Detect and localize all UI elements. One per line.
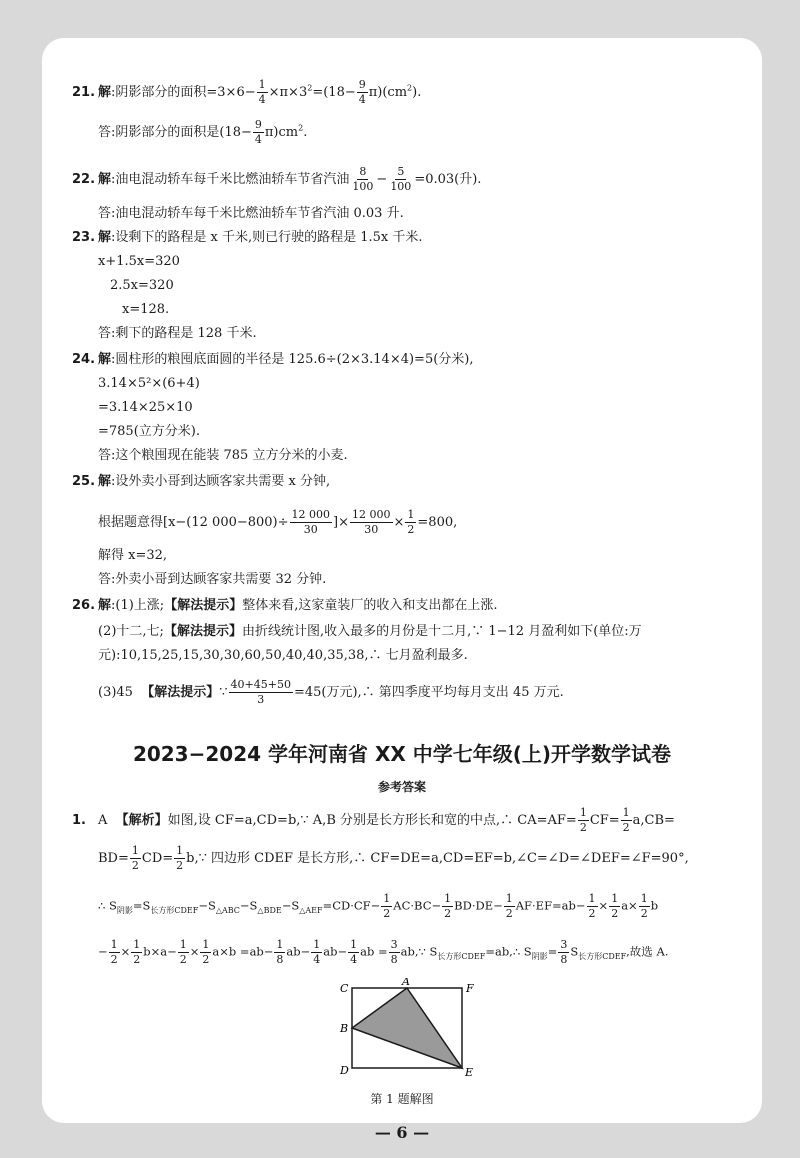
q21-ans-post: π)cm xyxy=(264,125,299,140)
q21-sup2: 2 xyxy=(407,83,413,93)
q24-answer: 答:这个粮囤现在能装 785 立方分米的小麦. xyxy=(98,448,348,463)
q1-l3s5: △AEF xyxy=(299,905,323,915)
q25-line xyxy=(72,472,330,492)
q1-l4b: × xyxy=(120,944,131,959)
q24-eq2: =3.14×25×10 xyxy=(98,400,193,415)
q26-hint1: 【解法提示】 xyxy=(164,598,243,613)
page-number: — 6 — xyxy=(374,1123,430,1142)
q21-frac1: $\frac{1}{4}$ xyxy=(258,78,266,106)
q24-text: :圆柱形的粮囤底面圆的半径是 125.6÷(2×3.14×4)=5(分米), xyxy=(111,352,474,367)
q1-l4e: a×b =ab− xyxy=(212,944,274,959)
q1-l4g: ab− xyxy=(323,944,348,959)
q25-eq-c: =800, xyxy=(417,515,458,530)
q1-line3: ∴ $S_{阴影}=S_{长方形CDEF}-S_{\triangle ABC}-S_{\triangle BDE}-S_{\triangle AEF}=CD\cdot CF-$ $\frac{1}{2}$ AC·BC− $\frac{1}{2}$ BD·DE− $\frac{1}{2}$ AF·EF=ab− $\frac{1}{2}$ × $\frac{1}{2}$ a× $\frac{1}{2}$ b xyxy=(98,892,659,920)
q1-l3j: × xyxy=(598,898,609,913)
q1-l4a: − xyxy=(98,944,108,959)
q24-number: 24. xyxy=(72,352,96,367)
q26-p2b: 由折线统计图,收入最多的月份是十二月,∵ 1−12 月盈利如下(单位:万 xyxy=(241,624,642,639)
q24-line xyxy=(72,350,474,370)
q26-p3c: =45(万元),∴ 第四季度平均每月支出 45 万元. xyxy=(293,685,564,700)
q1-l4j: =ab,∴ S xyxy=(485,944,532,959)
q1-l3k: a× xyxy=(621,898,638,913)
q23-lead: 解 xyxy=(98,230,112,245)
figure-caption: 第 1 题解图 xyxy=(370,1092,434,1106)
q21-ans-sup: 2 xyxy=(298,123,304,133)
q22-minus: − xyxy=(376,172,388,187)
q1-l3b: =S xyxy=(132,898,151,913)
q26-p1b: 整体来看,这家童装厂的收入和支出都在上涨. xyxy=(242,598,498,613)
q26-lead: 解 xyxy=(98,598,112,613)
q23-eq2: 2.5x=320 xyxy=(110,278,174,293)
q1-l3h: BD·DE− xyxy=(454,898,503,913)
q1-l4m: ,故选 A. xyxy=(626,944,669,959)
q1-text2b: CD= xyxy=(141,851,174,866)
q26-number: 26. xyxy=(72,598,96,613)
q21-number: 21. xyxy=(72,85,96,100)
q21-line xyxy=(72,78,421,107)
label-e: E xyxy=(465,1066,474,1078)
q22-answer: 答:油电混动轿车每千米比燃油轿车节省汽油 0.03 升. xyxy=(98,206,404,221)
q21-sup: 2 xyxy=(307,83,313,93)
q1-text2a: BD= xyxy=(98,851,129,866)
q26-hint3: 【解法提示】 xyxy=(141,685,220,700)
q1-l3c: −S xyxy=(198,898,216,913)
q26-part2 xyxy=(98,622,642,642)
label-f: F xyxy=(466,982,474,995)
q23-line xyxy=(72,228,423,248)
q23-answer: 答:剩下的路程是 128 千米. xyxy=(98,326,257,341)
q1-l3a: ∴ S xyxy=(98,898,117,913)
q1-l4s3: 长方形CDEF xyxy=(578,951,627,961)
shaded-triangle xyxy=(352,988,462,1068)
q23-eq1: x+1.5x=320 xyxy=(98,254,180,269)
q25-eq-a: 根据题意得[x−(12 000−800)÷ xyxy=(98,515,289,530)
q26-part3 xyxy=(98,678,564,707)
q25-eq-b: ]× xyxy=(333,515,349,530)
q1-l4k: = xyxy=(547,944,558,959)
q22-lead: 解 xyxy=(98,172,112,187)
q25-number: 25. xyxy=(72,474,96,489)
q23-eq3: x=128. xyxy=(122,302,170,317)
q1-l4d: × xyxy=(189,944,200,959)
q1-l4s1: 长方形CDEF xyxy=(437,951,486,961)
q21-text-b: ×π×3 xyxy=(268,85,308,100)
q1-text2c: b,∵ 四边形 CDEF 是长方形,∴ CF=DE=a,CD=EF=b,∠C=∠D=∠DEF=∠F=90°, xyxy=(186,851,689,866)
label-b: B xyxy=(340,1022,349,1035)
q21-text-e: ). xyxy=(412,85,422,100)
label-c: C xyxy=(340,982,349,995)
q21-text-d: π)(cm xyxy=(368,85,408,100)
q26-hint2: 【解法提示】 xyxy=(163,624,242,639)
q24-eq1: 3.14×5²×(6+4) xyxy=(98,376,200,391)
q1-choice: A xyxy=(98,813,108,828)
q1-l3d: −S xyxy=(239,898,258,913)
q21-frac2: $\frac{9}{4}$ xyxy=(358,78,366,106)
q22-frac1: $\frac{8}{100}$ xyxy=(352,165,374,193)
q25-solve: 解得 x=32, xyxy=(98,548,168,563)
q26-p3b: ∵ xyxy=(219,685,228,700)
q25-text: :设外卖小哥到达顾客家共需要 x 分钟, xyxy=(111,474,331,489)
q1-l3s4: △BDE xyxy=(257,905,282,915)
q21-ans-end: . xyxy=(303,125,308,140)
q24-eq3: =785(立方分米). xyxy=(98,424,200,439)
q1-l3e: −S xyxy=(281,898,300,913)
q25-frac2: $\frac{12 000}{30}$ xyxy=(352,508,391,536)
exam-subtitle: 参考答案 xyxy=(377,780,426,794)
q1-line2: BD= $\frac{1}{2}$ CD= $\frac{1}{2}$ b,∵ 四边形 CDEF 是长方形,∴ CF=DE=a,CD=EF=b,∠C=∠D=∠DEF=∠F=90°, xyxy=(98,844,689,872)
q1-number: 1. xyxy=(72,813,86,828)
exam-title: 2023−2024 学年河南省 XX 中学七年级(上)开学数学试卷 xyxy=(132,742,672,766)
q21-text: :阴影部分的面积=3×6− xyxy=(111,85,256,100)
q1-line4: − $\frac{1}{2}$ × $\frac{1}{2}$ b×a− $\frac{1}{2}$ × $\frac{1}{2}$ a×b =ab− $\frac{1}{8}$ ab− $\frac{1}{4}$ ab− $\frac{1}{4}$ ab = $\frac{3}{8}$ ab,∵ $S_{长方形CDEF}=ab,\therefore$ $S_{阴影}=$ $\frac{3}{8}$ $S_{长方形CDEF}$,故选 A. xyxy=(98,938,669,966)
q1-line1: 1. A 【解析】如图,设 CF=a,CD=b,∵ A,B 分别是长方形长和宽的中点,∴ CA=AF= $\frac{1}{2}$ CF= $\frac{1}{2}$ a,CB= xyxy=(72,806,675,834)
q26-p2a: (2)十二,七; xyxy=(98,624,164,639)
q25-frac3: $\frac{1}{2}$ xyxy=(407,508,415,536)
q22-number: 22. xyxy=(72,172,96,187)
q25-frac1: $\frac{12 000}{30}$ xyxy=(291,508,331,536)
q26-p2c: 元):10,15,25,15,30,30,60,50,40,40,35,38,∴ 七月盈利最多. xyxy=(98,648,468,663)
q21-lead: 解 xyxy=(98,85,112,100)
q21-ans-frac: $\frac{9}{4}$ xyxy=(254,118,262,146)
q1-l3s3: △ABC xyxy=(215,905,240,915)
q22-frac2: $\frac{5}{100}$ xyxy=(390,165,412,193)
q21-ans-pre: 答:阴影部分的面积是(18− xyxy=(98,125,252,140)
q1-l3s1: 阴影 xyxy=(116,905,133,915)
q1-l4s2: 阴影 xyxy=(531,951,548,961)
q1-l4i: ab,∵ S xyxy=(400,944,438,959)
q1-l4h: ab = xyxy=(360,944,388,959)
q1-l3i: AF·EF=ab− xyxy=(515,898,586,913)
q21-text-c: =(18− xyxy=(312,85,356,100)
q1-text1b: CF= xyxy=(589,813,620,828)
q22-text: :油电混动轿车每千米比燃油轿车节省汽油 xyxy=(111,172,350,187)
q21-answer xyxy=(98,118,307,147)
q1-hint: 【解析】 xyxy=(115,813,168,828)
q1-l4f: ab− xyxy=(286,944,311,959)
q26-frac: $\frac{40+45+50}{3}$ xyxy=(230,678,291,706)
q22-line xyxy=(72,165,481,194)
q24-lead: 解 xyxy=(98,352,112,367)
q1-l3g: AC·BC− xyxy=(393,898,442,913)
q25-lead: 解 xyxy=(98,474,112,489)
q26-part1 xyxy=(72,596,497,616)
answer-sheet xyxy=(42,38,762,1142)
q25-answer: 答:外卖小哥到达顾客家共需要 32 分钟. xyxy=(98,572,327,587)
q1-l3s2: 长方形CDEF xyxy=(150,905,199,915)
q26-p3a: (3)45 xyxy=(98,685,133,700)
q1-l4l: S xyxy=(570,944,579,959)
q23-number: 23. xyxy=(72,230,96,245)
label-a: A xyxy=(402,978,410,988)
label-d: D xyxy=(340,1064,349,1077)
q26-p1a: :(1)上涨; xyxy=(111,598,165,613)
q22-text-b: =0.03(升). xyxy=(414,172,482,187)
q1-text1: 如图,设 CF=a,CD=b,∵ A,B 分别是长方形长和宽的中点,∴ CA=AF= xyxy=(167,813,577,828)
q1-l3f: =CD·CF− xyxy=(322,898,381,913)
rectangle-triangle-figure xyxy=(332,978,482,1078)
q1-l3l: b xyxy=(650,898,659,913)
q1-text1c: a,CB= xyxy=(632,813,675,828)
q23-text: :设剩下的路程是 x 千米,则已行驶的路程是 1.5x 千米. xyxy=(111,230,423,245)
q25-equation: 根据题意得[x−(12 000−800)÷ $\frac{12 000}{30}$ ]× $\frac{12 000}{30}$ × $\frac{1}{2}$ =800, xyxy=(98,508,458,536)
q1-l4c: b×a− xyxy=(143,944,177,959)
